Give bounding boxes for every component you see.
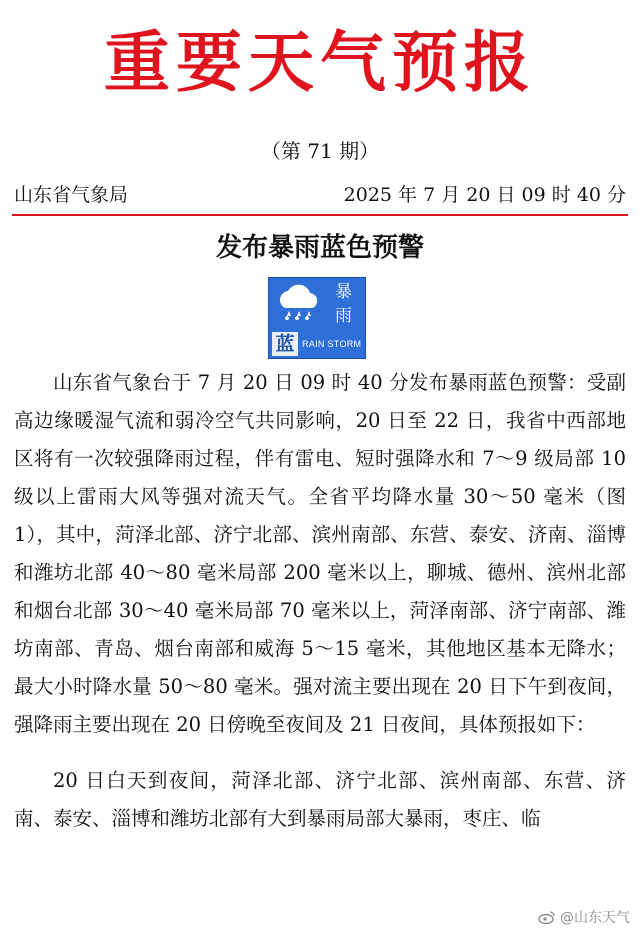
issue-number: （第 71 期）: [260, 139, 380, 163]
masthead-title: 重要天气预报: [104, 24, 536, 101]
issuer-name: 山东省气象局: [14, 184, 129, 206]
rainstorm-blue-signal: [268, 277, 366, 359]
warning-body: [14, 364, 626, 838]
weibo-icon: [538, 910, 556, 924]
body-paragraph-1: 山东省气象台于 7 月 20 日 09 时 40 分发布暴雨蓝色预警：受副高边缘暖湿气流和弱冷空气共同影响，20 日至 22 日，我省中西部地区将有一次较强降雨过程，伴有雷电、短时强降水和 7～9 级局部 10 级以上雷雨大风等强对流天气。全省平均降水量 30～50 毫米（图 1），其中，菏泽北部、济宁北部、滨州南部、东营、泰安、济南、淄博和潍坊北部 40～80 毫米局部 200 毫米以上，聊城、德州、滨州北部和烟台北部 30～40 毫米局部 70 毫米以上，菏泽南部、济宁南部、潍坊南部、青岛、烟台南部和威海 5～15 毫米，其他地区基本无降水；最大小时降水量 50～80 毫米。强对流主要出现在 20 日下午到夜间，强降雨主要出现在 20 日傍晚至夜间及 21 日夜间，具体预报如下：: [14, 371, 626, 736]
signal-type-char-2: 雨: [335, 306, 352, 326]
body-paragraph-2: 20 日白天到夜间，菏泽北部、济宁北部、滨州南部、东营、济南、泰安、淄博和潍坊北部有大到暴雨局部大暴雨，枣庄、临: [14, 769, 626, 830]
issue-datetime: 2025 年 7 月 20 日 09 时 40 分: [343, 184, 626, 206]
signal-english-label: RAIN STORM: [302, 339, 362, 349]
signal-color-char: 蓝: [272, 332, 298, 356]
header-divider: [12, 214, 628, 216]
weibo-watermark: [538, 907, 630, 927]
document-title: 发布暴雨蓝色预警: [215, 233, 424, 263]
header-meta-row: [14, 180, 626, 210]
rain-cloud-icon: [273, 282, 325, 332]
signal-type-char-1: 暴: [335, 282, 352, 302]
watermark-text: @山东天气: [560, 910, 630, 926]
